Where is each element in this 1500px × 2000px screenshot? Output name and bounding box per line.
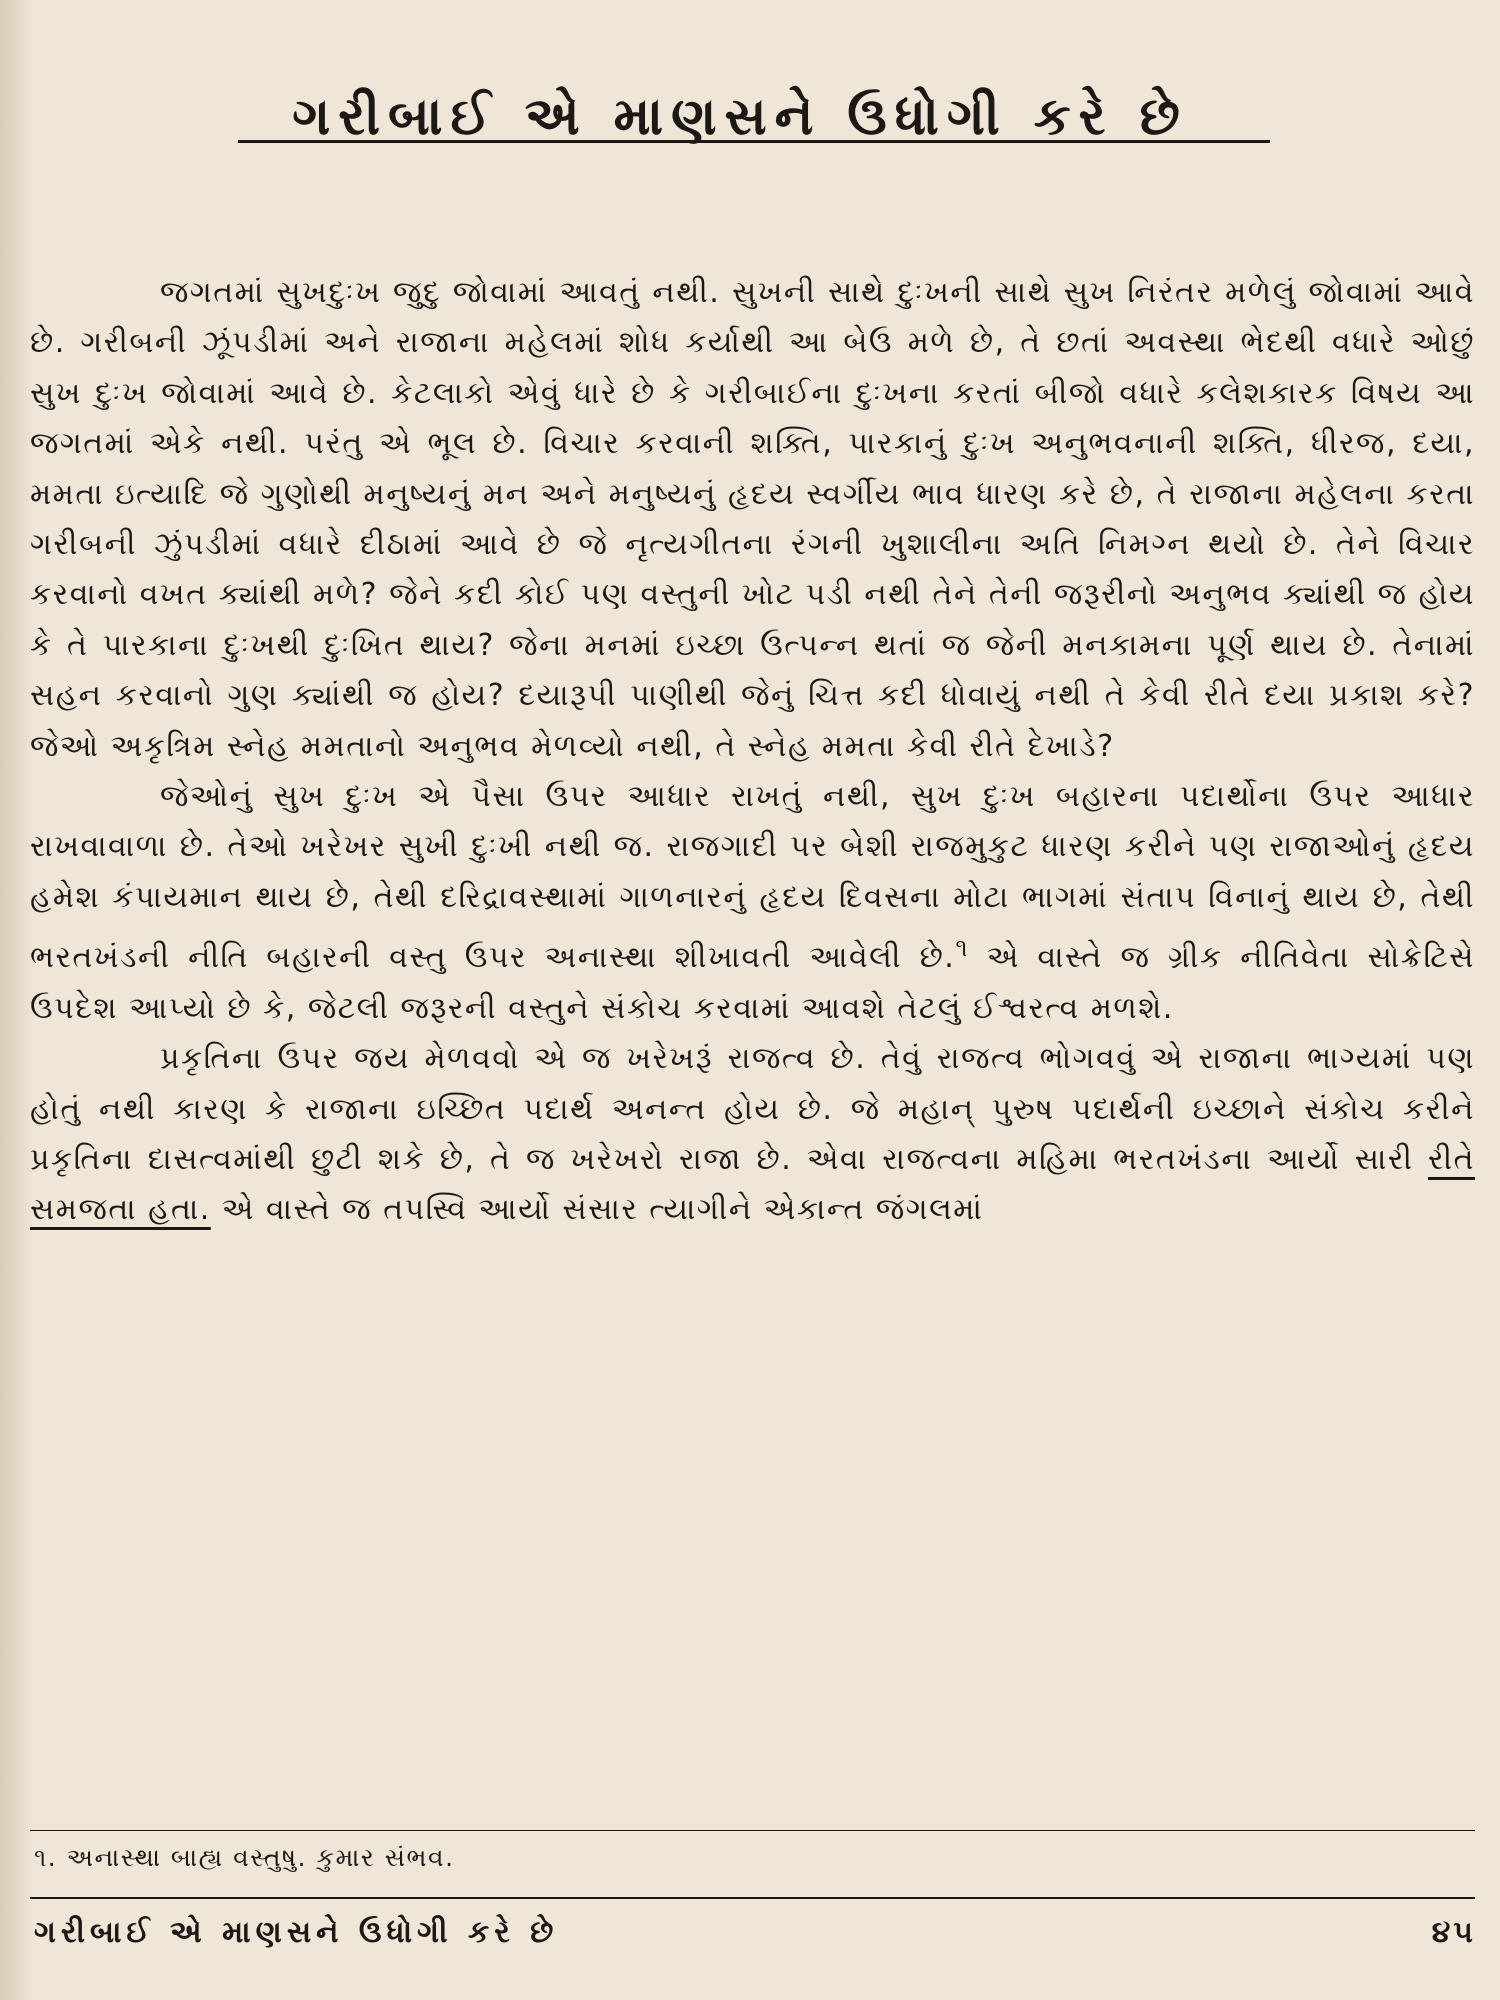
page-title: ગરીબાઈ એ માણસને ઉધોગી કરે છે	[292, 86, 1188, 147]
running-title: ગરીબાઈ એ માણસને ઉધોગી કરે છે	[34, 1915, 559, 1950]
paragraph-2-tail: એ વાસ્તે જ ગ્રીક નીતિવેતા સોક્રેટિસે ઉપદેશ આપ્યો છે કે, જેટલી જરૂરની વસ્તુને સંકોચ કરવામાં આવશે તેટલું ઈશ્વરત્વ મળશે.	[30, 940, 1475, 1026]
title-underline	[238, 140, 1270, 143]
footnote-separator	[30, 1830, 1475, 1831]
footnote: ૧. અનાસ્થા બાહ્ય વસ્તુષુ. કુમાર સંભવ.	[34, 1843, 455, 1872]
paragraph-3	[30, 1034, 1475, 1236]
paragraph-2	[30, 772, 1475, 1034]
underlined-phrase: રીતે સમજતા હતા.	[30, 1141, 1475, 1228]
paragraph-3-text: પ્રકૃતિના ઉપર જય મેળવવો એ જ ખરેખરૂં રાજત્વ છે. તેવું રાજત્વ ભોગવવું એ રાજાના ભાગ્યમાં પણ હોતું નથી કારણ કે રાજાના ઇચ્છિત પદાર્થ અનન્ત હોય છે. જે મહાન્ પુરુષ પદાર્થની ઇચ્છાને સંકોચ કરીને પ્રકૃતિના દાસત્વમાંથી છુટી શકે છે, તે જ ખરેખરો રાજા છે. એવા રાજત્વના મહિમા ભરતખંડના આર્યો સારી	[30, 1041, 1475, 1177]
article-body	[30, 268, 1475, 1236]
page-number: ૪૫	[1431, 1915, 1476, 1950]
paragraph-3-tail: એ વાસ્તે જ તપસ્વિ આર્યો સંસાર ત્યાગીને એકાન્ત જંગલમાં	[210, 1192, 984, 1228]
paragraph-1: જગતમાં સુખદુઃખ જુદુ જોવામાં આવતું નથી. સુખની સાથે દુઃખની સાથે સુખ નિરંતર મળેલું જોવામાં આવે છે. ગરીબની ઝૂંપડીમાં અને રાજાના મહેલમાં શોધ કર્યાથી આ બેઉ મળે છે, તે છતાં અવસ્થા ભેદથી વધારે ઓછું સુખ દુઃખ જોવામાં આવે છે. કેટલાકો એવું ધારે છે કે ગરીબાઈના દુઃખના કરતાં બીજો વધારે કલેશકારક વિષય આ જગતમાં એકે નથી. પરંતુ એ ભૂલ છે. વિચાર કરવાની શક્તિ, પારકાનું દુઃખ અનુભવનાની શક્તિ, ધીરજ, દયા, મમતા ઇત્યાદિ જે ગુણોથી મનુષ્યનું મન અને મનુષ્યનું હૃદય સ્વર્ગીય ભાવ ધારણ કરે છે, તે રાજાના મહેલના કરતા ગરીબની ઝુંપડીમાં વધારે દીઠામાં આવે છે જે નૃત્યગીતના રંગની ખુશાલીના અતિ નિમગ્ન થયો છે. તેને વિચાર કરવાનો વખત ક્યાંથી મળે? જેને કદી કોઈ પણ વસ્તુની ખોટ પડી નથી તેને તેની જરૂરીનો અનુભવ ક્યાંથી જ હોય કે તે પારકાના દુઃખથી દુઃખિત થાય? જેના મનમાં ઇચ્છા ઉત્પન્ન થતાં જ જેની મનકામના પૂર્ણ થાય છે. તેનામાં સહન કરવાનો ગુણ ક્યાંથી જ હોય? દયારૂપી પાણીથી જેનું ચિત્ત કદી ધોવાયું નથી તે કેવી રીતે દયા પ્રકાશ કરે? જેઓ અકૃત્રિમ સ્નેહ મમતાનો અનુભવ મેળવ્યો નથી, તે સ્નેહ મમતા કેવી રીતે દેખાડે?	[30, 275, 1475, 764]
footer-rule	[30, 1897, 1475, 1899]
paragraph-2-text: જેઓનું સુખ દુઃખ એ પૈસા ઉપર આધાર રાખતું નથી, સુખ દુઃખ બહારના પદાર્થોના ઉપર આધાર રાખવાવાળા છે. તેઓ ખરેખર સુખી દુઃખી નથી જ. રાજગાદી પર બેશી રાજમુકુટ ધારણ કરીને પણ રાજાઓનું હૃદય હમેશ કંપાયમાન થાય છે, તેથી દરિદ્રાવસ્થામાં ગાળનારનું હૃદય દિવસના મોટા ભાગમાં સંતાપ વિનાનું થાય છે, તેથી ભરતખંડની નીતિ બહારની વસ્તુ ઉપર અનાસ્થા શીખાવતી આવેલી છે.	[30, 779, 1475, 976]
footnote-reference: ૧	[955, 933, 970, 963]
page-edge-shadow	[0, 0, 34, 2000]
